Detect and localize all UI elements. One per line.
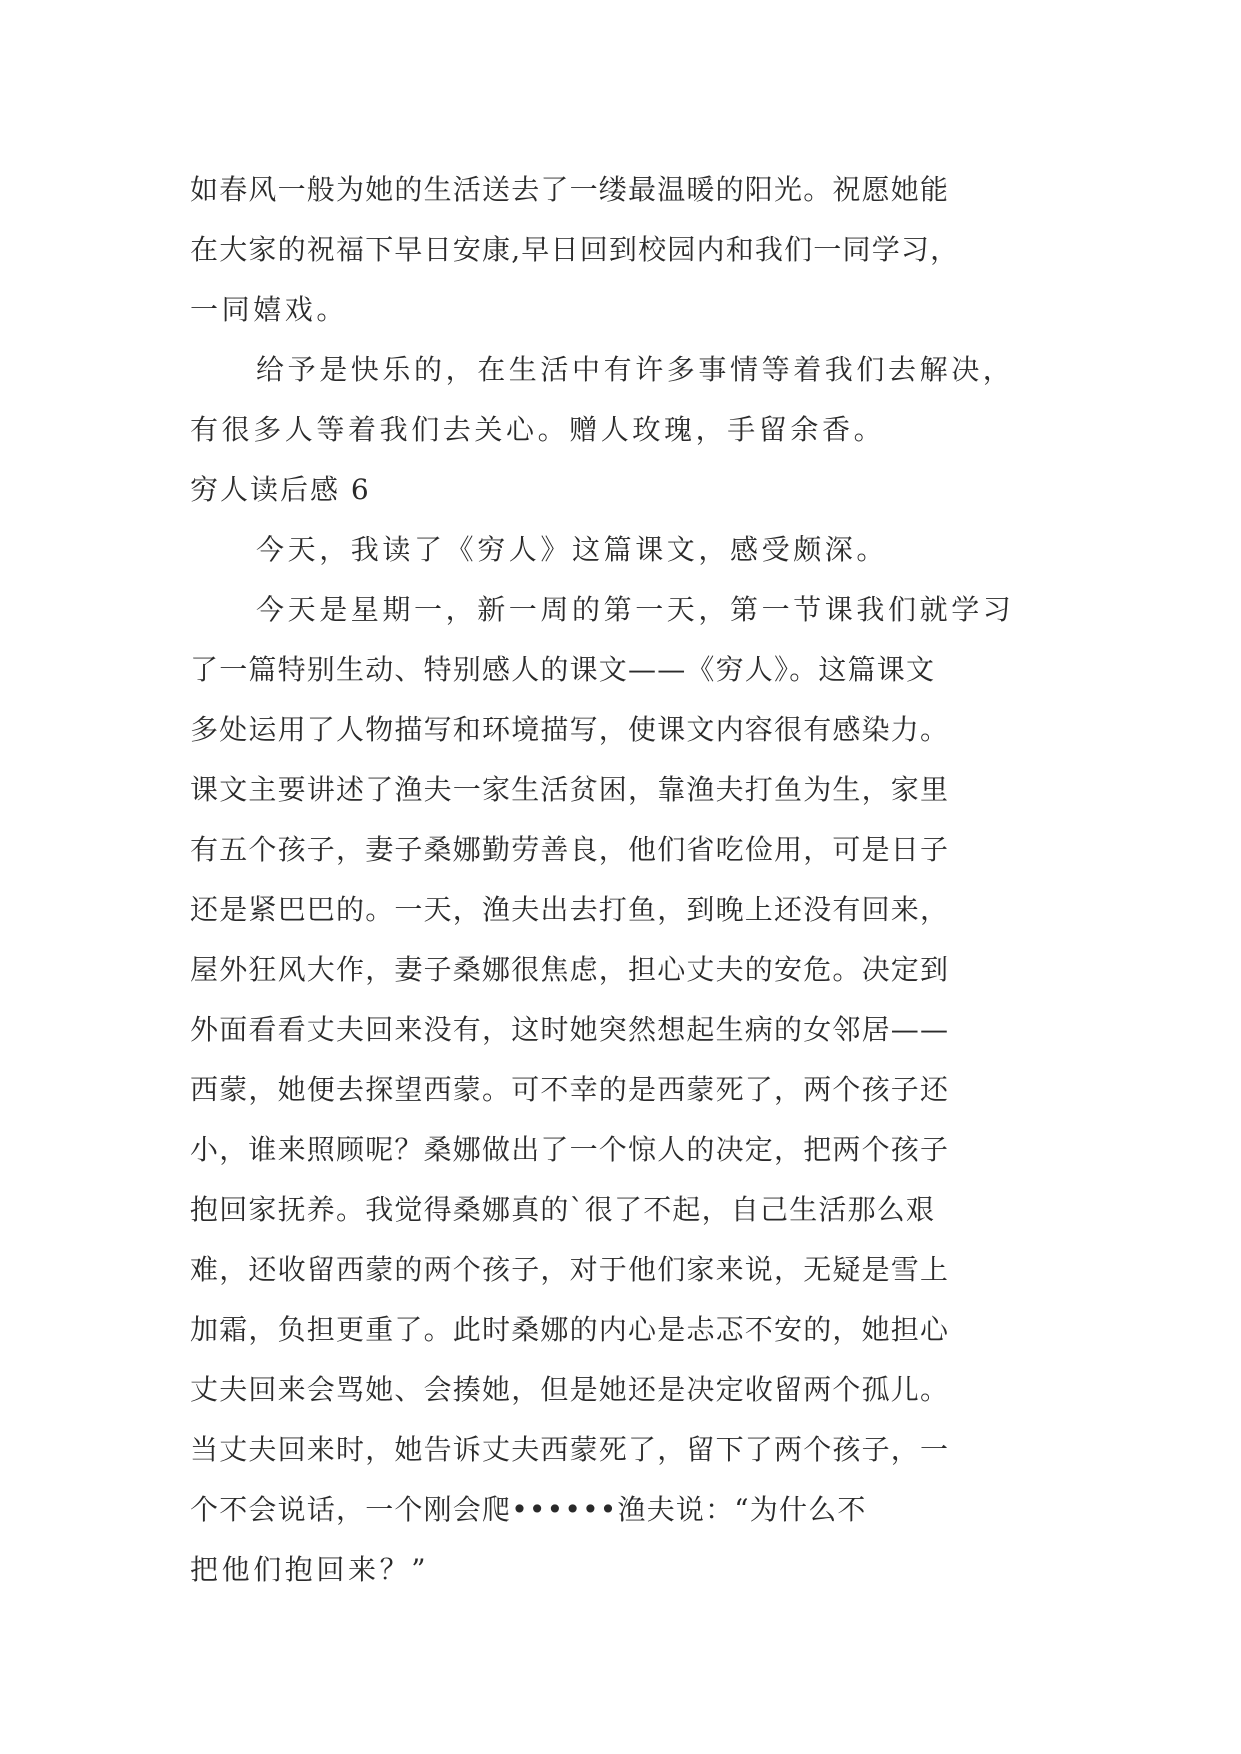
text-line: 一同嬉戏。	[190, 293, 349, 326]
text-line: 有很多人等着我们去关心。赠人玫瑰，手留余香。	[190, 413, 886, 446]
text-line: 外面看看丈夫回来没有，这时她突然想起生病的女邻居——	[190, 1013, 950, 1046]
paragraph-first-line: 今天，我读了《穷人》这篇课文，感受颇深。	[256, 533, 889, 566]
text-line: 课文主要讲述了渔夫一家生活贫困，靠渔夫打鱼为生，家里	[190, 773, 950, 806]
text-line: 了一篇特别生动、特别感人的课文——《穷人》。这篇课文	[190, 653, 936, 686]
text-line: 抱回家抚养。我觉得桑娜真的`很了不起，自己生活那么艰	[190, 1193, 936, 1226]
text-line: 难，还收留西蒙的两个孩子，对于他们家来说，无疑是雪上	[190, 1253, 950, 1286]
section-heading: 穷人读后感 6	[190, 473, 371, 506]
text-body	[190, 160, 1090, 1600]
text-line: 加霜，负担更重了。此时桑娜的内心是忐忑不安的，她担心	[190, 1313, 950, 1346]
text-line: 屋外狂风大作，妻子桑娜很焦虑，担心丈夫的安危。决定到	[190, 953, 950, 986]
text-line: 丈夫回来会骂她、会揍她，但是她还是决定收留两个孤儿。	[190, 1373, 950, 1406]
text-line: 多处运用了人物描写和环境描写，使课文内容很有感染力。	[190, 713, 950, 746]
text-line: 小，谁来照顾呢？桑娜做出了一个惊人的决定，把两个孩子	[190, 1133, 950, 1166]
text-line: 还是紧巴巴的。一天，渔夫出去打鱼，到晚上还没有回来，	[190, 893, 950, 926]
text-line: 在大家的祝福下早日安康,早日回到校园内和我们一同学习，	[190, 233, 960, 266]
text-line: 个不会说话，一个刚会爬••••••渔夫说：“为什么不	[190, 1493, 867, 1526]
text-line: 当丈夫回来时，她告诉丈夫西蒙死了，留下了两个孩子，一	[190, 1433, 950, 1466]
text-line: 把他们抱回来？”	[190, 1553, 430, 1586]
text-line: 有五个孩子，妻子桑娜勤劳善良，他们省吃俭用，可是日子	[190, 833, 950, 866]
paragraph-first-line: 今天是星期一，新一周的第一天，第一节课我们就学习	[256, 593, 1015, 626]
text-line: 如春风一般为她的生活送去了一缕最温暖的阳光。祝愿她能	[190, 173, 950, 206]
paragraph-first-line: 给予是快乐的，在生活中有许多事情等着我们去解决，	[256, 353, 1015, 386]
text-line: 西蒙，她便去探望西蒙。可不幸的是西蒙死了，两个孩子还	[190, 1073, 950, 1106]
